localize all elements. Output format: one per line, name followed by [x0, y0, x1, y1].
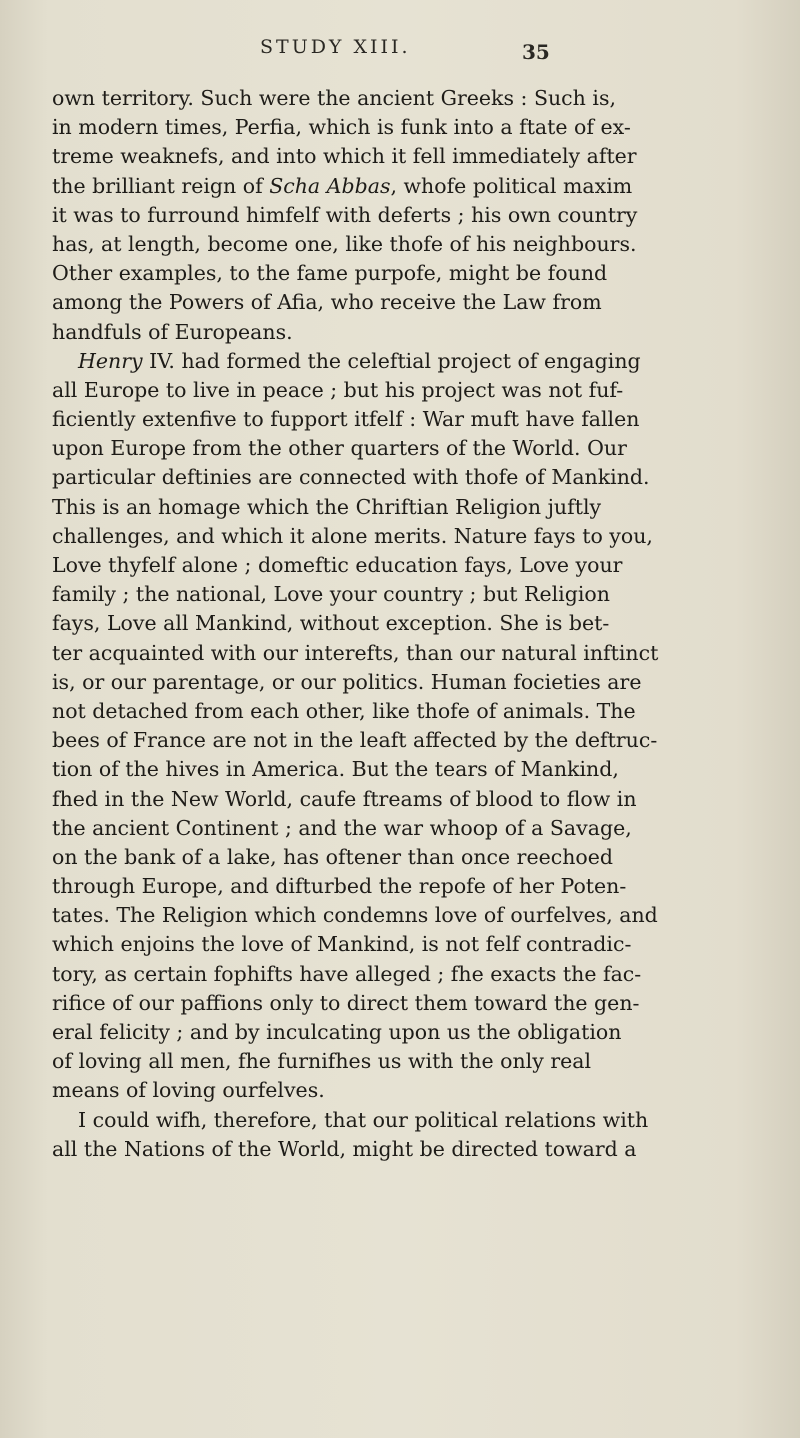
text-line: This is an homage which the Chriftian Religion juftly	[52, 494, 602, 519]
paragraph-start-line: Henry IV. had formed the celeftial project of engaging	[78, 348, 641, 373]
text-line: tion of the hives in America. But the tears of Mankind,	[52, 757, 619, 782]
text-line: not detached from each other, like thofe of animals. The	[52, 698, 636, 723]
text-line: it was to furround himfelf with deferts ; his own country	[52, 202, 638, 227]
text-line: which enjoins the love of Mankind, is not felf contradic-	[52, 932, 632, 957]
text-line: means of loving ourfelves.	[52, 1078, 325, 1103]
text-line: ficiently extenfive to fupport itfelf : War muft have fallen	[52, 407, 640, 432]
text-line: family ; the national, Love your country ; but Religion	[52, 582, 610, 607]
text-line: rifice of our paffions only to direct them toward the gen-	[52, 990, 640, 1015]
text-line: of loving all men, fhe furnifhes us with the only real	[52, 1049, 592, 1074]
text-line: through Europe, and difturbed the repofe of her Poten-	[52, 874, 627, 899]
text-line: treme weaknefs, and into which it fell immediately after	[52, 144, 637, 169]
italic-name: Scha Abbas	[269, 173, 391, 198]
text-line: bees of France are not in the leaft affected by the deftruc-	[52, 728, 658, 753]
running-head	[0, 30, 800, 70]
text-line: challenges, and which it alone merits. Nature fays to you,	[52, 523, 653, 548]
text-line: tory, as certain fophifts have alleged ; fhe exacts the fac-	[52, 961, 642, 986]
text-line: the brilliant reign of Scha Abbas, whofe political maxim	[52, 173, 633, 198]
text-line: eral felicity ; and by inculcating upon us the obligation	[52, 1020, 622, 1044]
text-line: the ancient Continent ; and the war whoop of a Savage,	[52, 815, 632, 840]
text-line: Other examples, to the fame purpofe, might be found	[52, 261, 608, 286]
body-text	[52, 84, 772, 1164]
text-line: all the Nations of the World, might be directed toward a	[52, 1136, 637, 1161]
running-title: STUDY XIII.	[260, 36, 411, 58]
text-line: fays, Love all Mankind, without exception. She is bet-	[52, 611, 610, 636]
text-line: ter acquainted with our interefts, than our natural inftinct	[52, 640, 659, 665]
text-line: tates. The Religion which condemns love of ourfelves, and	[52, 903, 658, 928]
page-number: 35	[522, 40, 550, 64]
text-line: handfuls of Europeans.	[52, 319, 293, 344]
italic-name: Henry	[78, 348, 143, 373]
text-line: among the Powers of Afia, who receive the Law from	[52, 290, 602, 315]
text-line: all Europe to live in peace ; but his project was not fuf-	[52, 377, 624, 402]
text-line: on the bank of a lake, has oftener than once reechoed	[52, 844, 613, 869]
text-line: Love thyfelf alone ; domeftic education fays, Love your	[52, 553, 623, 577]
text-line: own territory. Such were the ancient Greeks : Such is,	[52, 86, 616, 110]
text-line: in modern times, Perfia, which is funk into a ftate of ex-	[52, 115, 631, 140]
paragraph-start-line: I could wifh, therefore, that our political relations with	[78, 1107, 649, 1132]
text-line: fhed in the New World, caufe ftreams of blood to flow in	[52, 786, 637, 811]
text-line: particular deftinies are connected with thofe of Mankind.	[52, 465, 650, 490]
text-line: has, at length, become one, like thofe of his neighbours.	[52, 231, 637, 256]
text-line: upon Europe from the other quarters of the World. Our	[52, 436, 627, 461]
text-line: is, or our parentage, or our politics. Human focieties are	[52, 669, 642, 694]
